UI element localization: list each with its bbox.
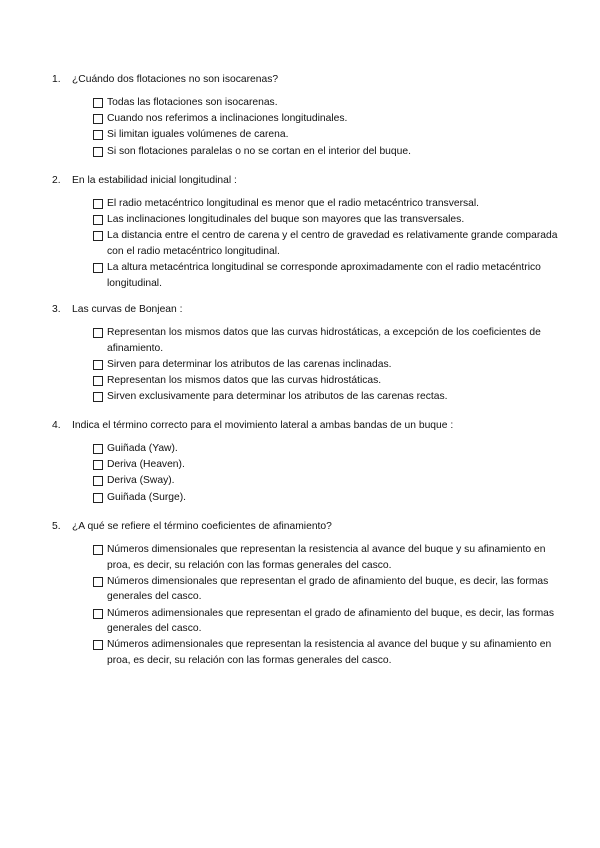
answer-text: Sirven para determinar los atributos de las carenas inclinadas. <box>107 358 392 370</box>
checkbox[interactable] <box>93 231 103 241</box>
question-header <box>0 72 600 88</box>
question-header <box>0 302 600 318</box>
answer-option[interactable] <box>0 457 600 473</box>
question-number: 4. <box>52 420 61 431</box>
question-text: Indica el término correcto para el movimiento lateral a ambas bandas de un buque : <box>72 420 454 431</box>
answer-option[interactable] <box>0 212 600 228</box>
answer-text: Si limitan iguales volúmenes de carena. <box>107 129 289 141</box>
answer-options <box>0 441 600 506</box>
answer-text: Deriva (Heaven). <box>107 459 185 471</box>
checkbox[interactable] <box>93 376 103 386</box>
answer-options <box>0 542 600 669</box>
answer-option[interactable] <box>0 111 600 127</box>
answer-option[interactable] <box>0 357 600 373</box>
checkbox[interactable] <box>93 215 103 225</box>
checkbox[interactable] <box>93 147 103 157</box>
checkbox[interactable] <box>93 493 103 503</box>
question-header <box>0 173 600 189</box>
checkbox[interactable] <box>93 460 103 470</box>
question-number: 1. <box>52 74 61 85</box>
checkbox[interactable] <box>93 263 103 273</box>
answer-option[interactable] <box>0 260 600 291</box>
answer-option[interactable] <box>0 325 600 356</box>
answer-option[interactable] <box>0 441 600 457</box>
question-header <box>0 519 600 535</box>
checkbox[interactable] <box>93 577 103 587</box>
answer-text: Si son flotaciones paralelas o no se cortan en el interior del buque. <box>107 145 411 157</box>
answer-text: El radio metacéntrico longitudinal es menor que el radio metacéntrico transversal. <box>107 198 480 209</box>
question-text: Las curvas de Bonjean : <box>72 304 183 315</box>
answer-text: La altura metacéntrica longitudinal se corresponde aproximadamente con el radio metacéntrico longitudinal. <box>107 262 541 289</box>
answer-option[interactable] <box>0 373 600 389</box>
checkbox[interactable] <box>93 444 103 454</box>
answer-text: Las inclinaciones longitudinales del buque son mayores que las transversales. <box>107 214 465 226</box>
answer-option[interactable] <box>0 127 600 143</box>
answer-text: Todas las flotaciones son isocarenas. <box>107 97 278 108</box>
answer-option[interactable] <box>0 606 600 637</box>
answer-option[interactable] <box>0 574 600 605</box>
answer-option[interactable] <box>0 637 600 668</box>
answer-option[interactable] <box>0 473 600 489</box>
checkbox[interactable] <box>93 392 103 402</box>
question-number: 3. <box>52 304 61 315</box>
answer-text: Guiñada (Yaw). <box>107 443 178 454</box>
answer-text: Números adimensionales que representan el grado de afinamiento del buque, es decir, las formas generales del casco. <box>107 607 555 635</box>
question-header <box>0 418 600 434</box>
checkbox[interactable] <box>93 328 103 338</box>
checkbox[interactable] <box>93 130 103 140</box>
question-number: 2. <box>52 175 61 186</box>
answer-text: Deriva (Sway). <box>107 475 175 487</box>
answer-option[interactable] <box>0 196 600 212</box>
answer-text: La distancia entre el centro de carena y el centro de gravedad es relativamente grande comparada con el radio metacéntrico longitudinal. <box>107 230 558 257</box>
question-text: ¿A qué se refiere el término coeficientes de afinamiento? <box>72 521 332 532</box>
answer-option[interactable] <box>0 490 600 506</box>
checkbox[interactable] <box>93 199 103 209</box>
checkbox[interactable] <box>93 545 103 555</box>
answer-text: Representan los mismos datos que las curvas hidrostáticas, a excepción de los coeficientes de afinamiento. <box>107 327 541 354</box>
answer-text: Números dimensionales que representan la resistencia al avance del buque y su afinamiento en proa, es decir, su relación con las formas generales del casco. <box>107 544 546 571</box>
answer-option[interactable] <box>0 228 600 259</box>
checkbox[interactable] <box>93 114 103 124</box>
answer-option[interactable] <box>0 95 600 111</box>
answer-text: Representan los mismos datos que las curvas hidrostáticas. <box>107 374 382 386</box>
checkbox[interactable] <box>93 640 103 650</box>
answer-text: Cuando nos referimos a inclinaciones longitudinales. <box>107 113 348 125</box>
answer-text: Guiñada (Surge). <box>107 491 186 503</box>
answer-text: Números dimensionales que representan el grado de afinamiento del buque, es decir, las formas generales del casco. <box>107 575 549 603</box>
answer-option[interactable] <box>0 542 600 573</box>
checkbox[interactable] <box>93 98 103 108</box>
answer-options <box>0 95 600 160</box>
answer-option[interactable] <box>0 144 600 160</box>
checkbox[interactable] <box>93 609 103 619</box>
question-text: En la estabilidad inicial longitudinal : <box>72 175 237 186</box>
question-text: ¿Cuándo dos flotaciones no son isocarenas? <box>72 74 279 85</box>
answer-options <box>0 196 600 292</box>
answer-option[interactable] <box>0 389 600 405</box>
checkbox[interactable] <box>93 360 103 370</box>
question-number: 5. <box>52 521 61 532</box>
answer-options <box>0 325 600 405</box>
checkbox[interactable] <box>93 476 103 486</box>
answer-text: Números adimensionales que representan la resistencia al avance del buque y su afinamiento en proa, es decir, su relación con las formas generales del casco. <box>107 639 552 666</box>
answer-text: Sirven exclusivamente para determinar los atributos de las carenas rectas. <box>107 391 448 403</box>
